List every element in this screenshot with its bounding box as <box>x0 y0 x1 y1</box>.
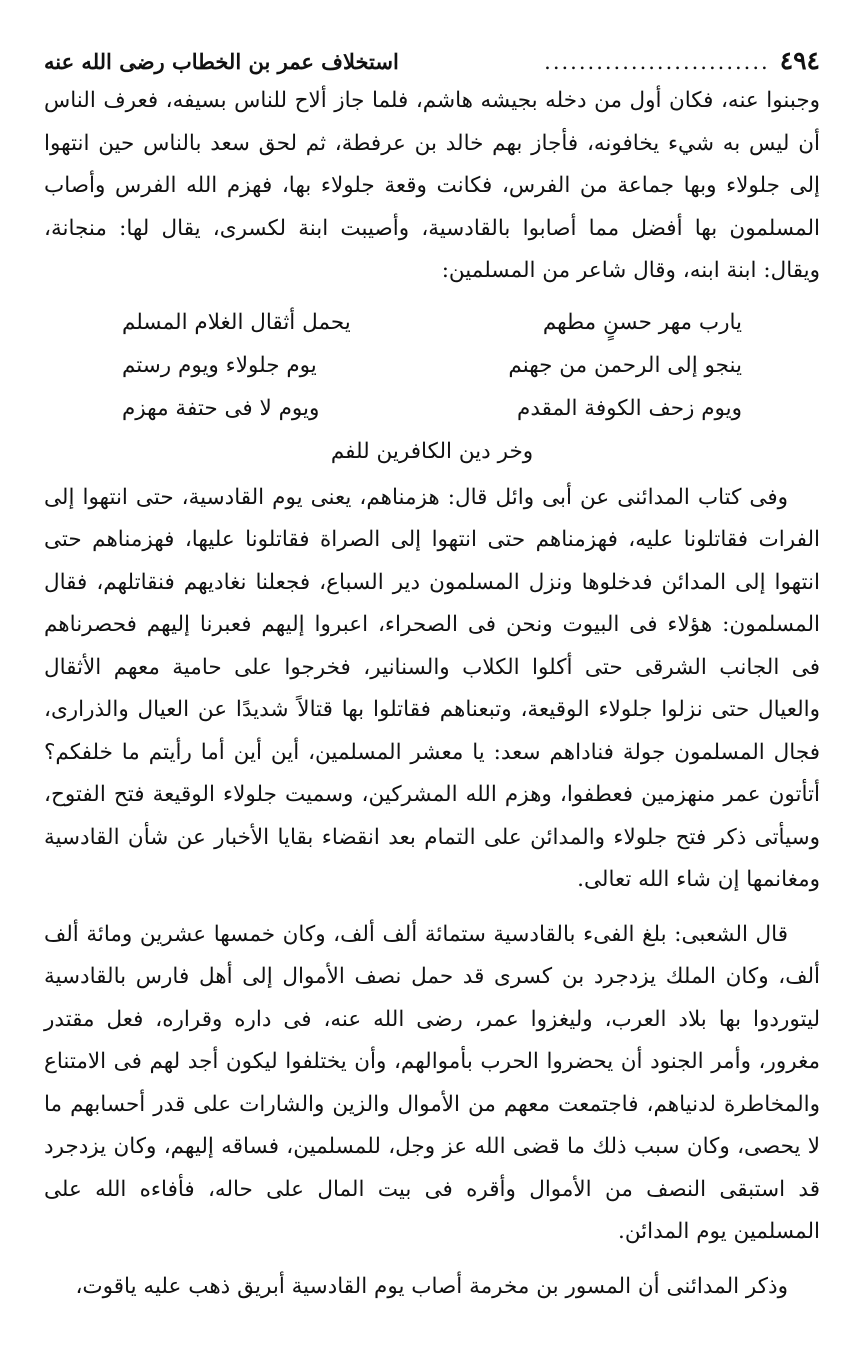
header-leader-dots: .......................... <box>544 50 770 74</box>
paragraph-4: وذكر المدائنى أن المسور بن مخرمة أصاب يوم القادسية أبريق ذهب عليه ياقوت، <box>75 1273 788 1299</box>
paragraph-1: وجبنوا عنه، فكان أول من دخله بجيشه هاشم، فلما جاز ألاح للناس بسيفه، فعرف الناس أن ليس به شيء يخافونه، فأجاز بهم خالد بن عرفطة، ثم لحق سعد بالناس حين انتهوا إلى جلولاء وبها جماعة من الفرس، فكانت وقعة جلولاء بها، فهزم الله الفرس وأصاب المسلمون بها أفضل مما أصابوا بالقادسية، وأصيبت ابنة لكسرى، يقال لها: منجانة، ويقال: ابنة ابنه، وقال شاعر من المسلمين: <box>44 88 820 283</box>
verse-second-hemistich: يوم جلولاء ويوم رستم <box>122 352 317 378</box>
poem-verse <box>122 387 742 430</box>
poem-final-line: وخر دين الكافرين للفم <box>330 438 534 464</box>
paragraph-2: وفى كتاب المدائنى عن أبى وائل قال: هزمناهم، يعنى يوم القادسية، حتى انتهوا إلى الفرات فقاتلونا عليه، فهزمناهم حتى انتهوا إلى الصراة فقاتلونا عليها، فهزمناهم حتى انتهوا إلى المدائن فدخلوها ونزل المسلمون دير السباع، فجعلنا نغاديهم فنقاتلهم، فقال المسلمون: هؤلاء فى البيوت ونحن فى الصحراء، اعبروا إليهم فعبرنا إليهم فحصرناهم فى الجانب الشرقى حتى أكلوا الكلاب والسنانير، فخرجوا على حامية معهم الأثقال والعيال حتى نزلوا جلولاء الوقيعة، وتبعناهم فقاتلوا بها قتالاً شديدًا عن العيال والذرارى، فجال المسلمون جولة فناداهم سعد: يا معشر المسلمين، أين أين أما رأيتم ما خلفكم؟ أتأتون عمر منهزمين فعطفوا، وهزم الله المشركين، وسميت جلولاء الوقيعة فتح الفتوح، وسيأتى ذكر فتح جلولاء والمدائن على التمام بعد انقضاء بقايا الأخبار عن شأن القادسية ومغانمها إن شاء الله تعالى. <box>44 484 820 892</box>
verse-first-hemistich: ويوم زحف الكوفة المقدم <box>517 395 742 421</box>
page-header <box>44 46 820 80</box>
page-number: ٤٩٤ <box>779 46 820 75</box>
verse-second-hemistich: يحمل أثقال الغلام المسلم <box>122 309 351 335</box>
verse-first-hemistich: يارب مهر حسنٍ مطهم <box>542 309 742 335</box>
poem-verse <box>122 301 742 344</box>
paragraph-spacer <box>44 1254 820 1266</box>
verse-second-hemistich: ويوم لا فى حتفة مهزم <box>122 395 320 421</box>
paragraph-3: قال الشعبى: بلغ الفىء بالقادسية ستمائة ألف ألف، وكان خمسها عشرين ومائة ألف ألف، وكان الملك يزدجرد بن كسرى قد حمل نصف الأموال إلى أهل فارس بالقادسية ليتوردوا بها بلاد العرب، وليغزوا عمر، رضى الله عنه، فى داره وقراره، فعل مقتدر مغرور، وأمر الجنود أن يحضروا الحرب بأموالهم، وأن يختلفوا ليكون أجد لهم فى الامتناع والمخاطرة لدنياهم، فاجتمعت معهم من الأموال والزين والشارات على قدر أحسابهم ما لا يحصى، وكان سبب ذلك ما قضى الله عز وجل، للمسلمين، فساقه إليهم، وكان يزدجرد قد استبقى النصف من الأموال وأقره فى بيت المال على حاله، فأفاءه الله على المسلمين يوم المدائن. <box>44 921 820 1244</box>
poem-verse <box>122 344 742 387</box>
verse-first-hemistich: ينجو إلى الرحمن من جهنم <box>508 352 742 378</box>
running-title: استخلاف عمر بن الخطاب رضى الله عنه <box>44 49 399 74</box>
paragraph-spacer <box>44 902 820 914</box>
poem <box>44 301 820 473</box>
